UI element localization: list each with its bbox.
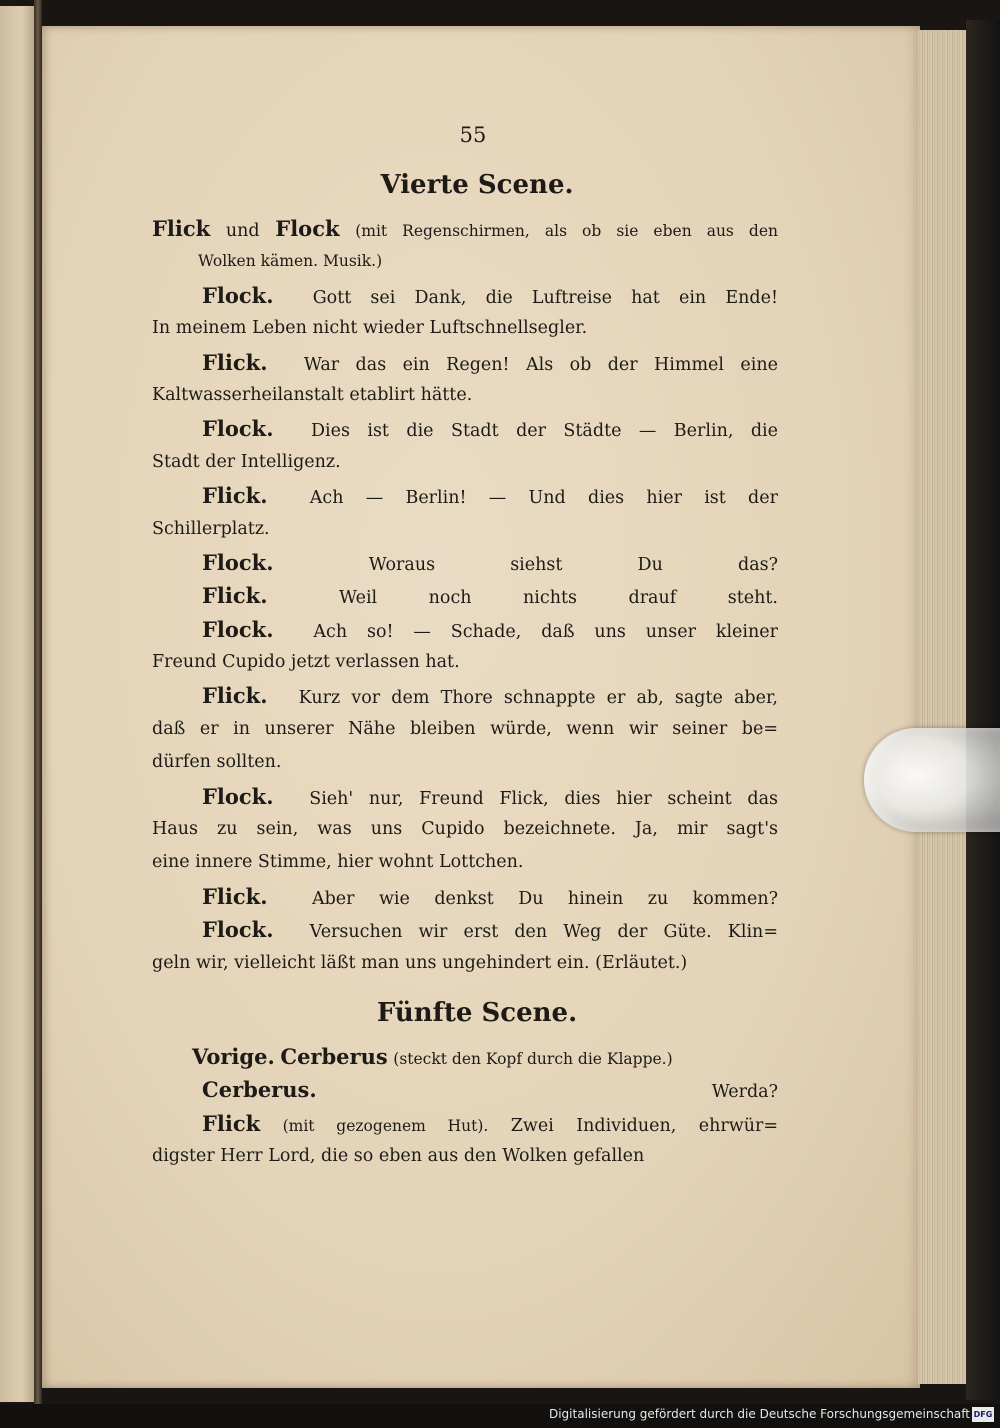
- glass-page-weight: [864, 728, 1000, 832]
- speaker-name: Flock.: [202, 917, 274, 943]
- speaker-name: Flick: [152, 216, 211, 241]
- left-page-edge: [0, 6, 36, 1402]
- dialogue-text: Sieh' nur, Freund Flick, dies hier scheint das: [309, 788, 778, 809]
- dialogue-line: [152, 1073, 778, 1106]
- dialogue-text: Ach so! — Schade, daß uns unser kleiner: [313, 621, 778, 642]
- speaker-name: Vorige.: [192, 1043, 275, 1069]
- dialogue-line: [152, 346, 778, 379]
- page-text: [152, 112, 778, 1174]
- stage-text: (steckt den Kopf durch die Klappe.): [393, 1049, 673, 1068]
- dialogue-block-2: [152, 1073, 778, 1173]
- dialogue-text: Aber wie denkst Du hinein zu kommen?: [311, 888, 778, 909]
- footer-credit: Digitalisierung gefördert durch die Deutsche Forschungsgemeinschaft: [548, 1407, 970, 1421]
- stage-direction: [152, 212, 778, 245]
- stage-text: (mit Regenschirmen, als ob sie eben aus den: [355, 222, 778, 240]
- dialogue-line: [152, 546, 778, 579]
- dialogue-line: [152, 913, 778, 946]
- dialogue-line: [152, 780, 778, 813]
- speaker-name: Flock.: [202, 416, 274, 442]
- dialogue-continuation: daß er in unserer Nähe bleiben würde, wenn wir seiner be=: [152, 718, 778, 739]
- dialogue-line: [152, 412, 778, 445]
- dialogue-text: Zwei Individuen, ehrwür=: [510, 1115, 778, 1136]
- conjunction: und: [225, 221, 260, 241]
- dialogue-continuation: Schillerplatz.: [152, 518, 270, 539]
- speaker-name: Flock.: [202, 783, 274, 809]
- dialogue-text: Ach — Berlin! — Und dies hier ist der: [309, 488, 778, 509]
- speaker-name: Flick.: [202, 883, 268, 909]
- dialogue-line: [152, 479, 778, 512]
- dialogue-line: [152, 579, 778, 612]
- speaker-name: Cerberus: [280, 1043, 388, 1069]
- speaker-name: Flick.: [202, 583, 268, 609]
- speaker-name: Flock.: [202, 549, 274, 575]
- scene-title-vierte: Vierte Scene.: [380, 170, 574, 200]
- dialogue-line: [152, 679, 778, 712]
- dialogue-line: [152, 279, 778, 312]
- page-number: 55: [459, 123, 487, 147]
- speaker-name: Flick.: [202, 483, 268, 509]
- dialogue-text: Kurz vor dem Thore schnappte er ab, sagte aber,: [298, 688, 778, 709]
- speaker-name: Flock.: [202, 282, 274, 308]
- dialogue-block-1: [152, 279, 778, 980]
- speaker-name: Flock.: [202, 616, 274, 642]
- speaker-name: Flick.: [202, 349, 268, 375]
- scene-title-fuenfte: Fünfte Scene.: [376, 997, 578, 1028]
- dialogue-text: Gott sei Dank, die Luftreise hat ein Ende!: [312, 287, 778, 308]
- speaker-name: Flock: [275, 216, 340, 241]
- dialogue-continuation: eine innere Stimme, hier wohnt Lottchen.: [152, 852, 524, 873]
- dialogue-continuation: digster Herr Lord, die so eben aus den Wolken gefallen: [152, 1146, 645, 1167]
- page-edge-shadow: [966, 20, 1000, 1400]
- speaker-name: Flick: [202, 1110, 261, 1136]
- dfg-logo: DFG: [972, 1407, 994, 1422]
- book-spine: [34, 0, 42, 1410]
- stage-direction: [152, 1040, 778, 1073]
- stage-text: (mit gezogenem Hut).: [282, 1116, 489, 1135]
- speaker-name: Flick.: [202, 683, 268, 709]
- page-stack-edges: [918, 30, 970, 1384]
- dialogue-text: Versuchen wir erst den Weg der Güte. Klin=: [309, 922, 778, 943]
- dialogue-text: War das ein Regen! Als ob der Himmel eine: [303, 354, 778, 375]
- dialogue-continuation: geln wir, vielleicht läßt man uns ungehindert ein. (Erläutet.): [152, 952, 688, 973]
- dialogue-line: [152, 1107, 778, 1140]
- dialogue-continuation: Freund Cupido jetzt verlassen hat.: [152, 652, 460, 673]
- dialogue-text: Dies ist die Stadt der Städte — Berlin, die: [310, 421, 778, 442]
- stage-direction-cont: Wolken kämen. Musik.): [198, 252, 383, 271]
- dialogue-continuation: In meinem Leben nicht wieder Luftschnellsegler.: [152, 318, 588, 339]
- dialogue-text: Woraus siehst Du das?: [368, 554, 778, 575]
- dialogue-text: Weil noch nichts drauf steht.: [339, 588, 778, 609]
- dialogue-line: [152, 880, 778, 913]
- dialogue-continuation: dürfen sollten.: [152, 752, 282, 773]
- dialogue-continuation: Kaltwasserheilanstalt etablirt hätte.: [152, 384, 473, 405]
- dialogue-line: [152, 613, 778, 646]
- dialogue-text: Werda?: [711, 1082, 778, 1103]
- speaker-name: Cerberus.: [202, 1077, 317, 1103]
- dialogue-continuation: Stadt der Intelligenz.: [152, 451, 341, 472]
- dialogue-continuation: Haus zu sein, was uns Cupido bezeichnete. Ja, mir sagt's: [152, 819, 778, 840]
